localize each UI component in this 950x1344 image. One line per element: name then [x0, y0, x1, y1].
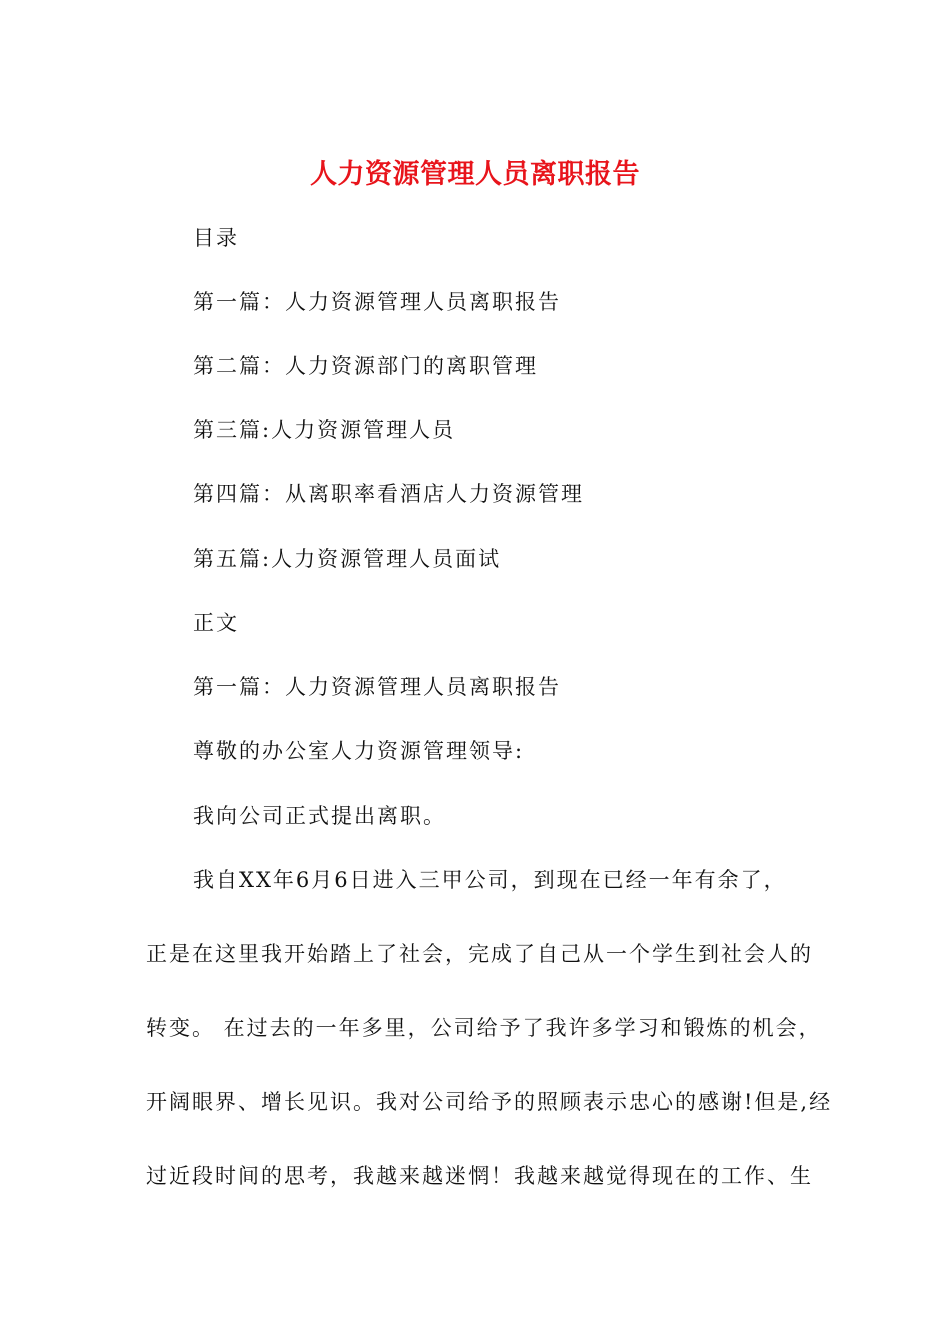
- document-title: 人力资源管理人员离职报告: [310, 159, 640, 190]
- paragraph-line-5: 过近段时间的思考，我越来越迷惘！我越来越觉得现在的工作、生: [146, 1164, 813, 1188]
- paragraph-line-2: 正是在这里我开始踏上了社会，完成了自己从一个学生到社会人的: [146, 942, 813, 966]
- toc-item-3: 第三篇:人力资源管理人员: [193, 418, 456, 442]
- paragraph-line-3: 转变。 在过去的一年多里，公司给予了我许多学习和锻炼的机会，: [146, 1016, 822, 1040]
- paragraph-line-4: 开阔眼界、增长见识。我对公司给予的照顾表示忠心的感谢!但是,经: [146, 1090, 833, 1114]
- intro-line: 我向公司正式提出离职。: [193, 804, 446, 828]
- paragraph-line-1: 我自XX年6月6日进入三甲公司，到现在已经一年有余了，: [193, 868, 787, 892]
- toc-item-2: 第二篇：人力资源部门的离职管理: [193, 354, 538, 378]
- toc-item-1: 第一篇：人力资源管理人员离职报告: [193, 290, 561, 314]
- body-heading: 正文: [193, 611, 239, 635]
- toc-item-4: 第四篇：从离职率看酒店人力资源管理: [193, 482, 584, 506]
- toc-heading: 目录: [193, 226, 239, 250]
- salutation: 尊敬的办公室人力资源管理领导:: [193, 739, 525, 763]
- section-title: 第一篇：人力资源管理人员离职报告: [193, 675, 561, 699]
- toc-item-5: 第五篇:人力资源管理人员面试: [193, 547, 502, 571]
